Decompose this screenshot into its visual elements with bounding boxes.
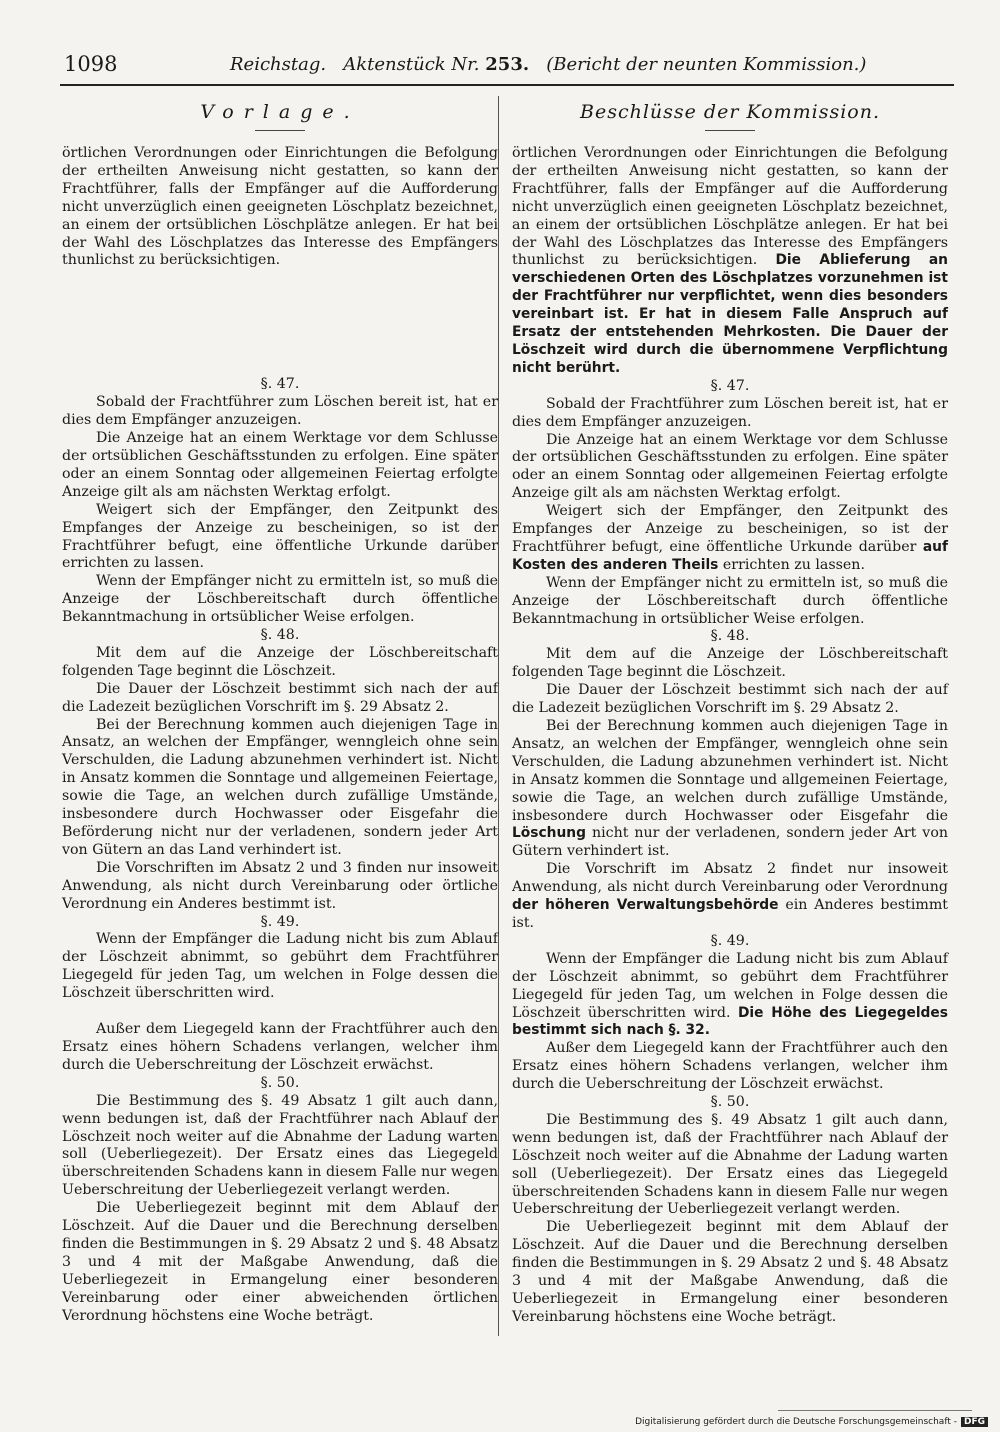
right-s48-p1: Mit dem auf die Anzeige der Löschbereitschaft folgenden Tage beginnt die Löschzeit.: [512, 646, 948, 681]
header-report: (Bericht der neunten Kommission.): [546, 54, 867, 75]
footer-rule: [778, 1410, 972, 1411]
right-section-48: §. 48.: [710, 628, 750, 645]
left-s48-p4: Die Vorschriften im Absatz 2 und 3 finden nur insoweit Anwendung, als nicht durch Vereinbarung oder örtliche Verordnung ein Anderes bestimmt ist.: [62, 859, 498, 912]
right-s47-p4: Wenn der Empfänger nicht zu ermitteln ist, so muß die Anzeige der Löschbereitschaft durch öffentliche Bekanntmachung in ortsüblicher Weise erfolgen.: [512, 574, 948, 627]
left-s47-p2: Die Anzeige hat an einem Werktage vor dem Schlusse der ortsüblichen Geschäftsstunden zu erfolgen. Eine später oder an einem Sonntag oder allgemeinen Feiertag erfolgte Anzeige gilt als am nächsten Werktag erfolgt.: [62, 430, 498, 500]
page-number: 1098: [64, 52, 118, 76]
left-s48-p3: Bei der Berechnung kommen auch diejenigen Tage in Ansatz, an welchen der Empfänger, wenngleich ohne sein Verschulden, die Ladung abzunehmen verhindert ist. Nicht in Ansatz kommen die Sonntage und allgemeinen Feiertage, sowie die Tage, an welchen durch zufällige Umstände, insbesondere durch Hochwasser oder Eisgefahr die Beförderung nicht nur der verladenen, sondern jeder Art von Gütern an das Land verhindert ist.: [62, 716, 498, 858]
right-s48-p4-text: Die Vorschrift im Absatz 2 findet nur insoweit Anwendung, als nicht durch Vereinbarung oder Verordnung: [512, 861, 948, 896]
right-s47-p3: [512, 503, 948, 575]
right-s50-p2: Die Ueberliegezeit beginnt mit dem Ablauf der Löschzeit. Auf die Dauer und die Berechnung derselben finden die Bestimmungen in §. 29 Absatz 2 und §. 48 Absatz 3 und 4 mit der Maßgabe Anwendung, daß die Ueberliegezeit in Ermangelung einer besonderen Vereinbarung höchstens eine Woche beträgt.: [512, 1219, 948, 1325]
header-doc-number: 253.: [485, 54, 530, 75]
right-s48-p4-amendment: der höheren Verwaltungsbehörde: [512, 897, 779, 914]
right-s49-p1-text: Wenn der Empfänger die Ladung nicht bis zum Ablauf der Löschzeit abnimmt, so gebührt dem Frachtführer Liegegeld für jeden Tag, um welchen in Folge dessen die Löschzeit überschritten wird.: [512, 950, 948, 1021]
left-s47-p1: Sobald der Frachtführer zum Löschen bereit ist, hat er dies dem Empfänger anzuzeigen.: [62, 394, 498, 429]
right-section-50: §. 50.: [710, 1094, 750, 1111]
left-s50-p1: Die Bestimmung des §. 49 Absatz 1 gilt auch dann, wenn bedungen ist, daß der Frachtführer nach Ablauf der Löschzeit noch weiter auf die Abnahme der Ladung warten soll (Ueberliegezeit). Der Ersatz eines das Liegegeld überschreitenden Schadens kann in diesem Falle nur wegen Ueberschreitung der Ueberliegezeit verlangt werden.: [62, 1092, 498, 1199]
right-s48-p2: Die Dauer der Löschzeit bestimmt sich nach der auf die Ladezeit bezüglichen Vorschrift im §. 29 Absatz 2.: [512, 682, 948, 717]
left-section-50: §. 50.: [260, 1074, 300, 1091]
running-title: [230, 54, 950, 75]
left-spacer: [62, 270, 498, 376]
right-section-47: §. 47.: [710, 377, 750, 394]
right-s49-p1-amendment: Die Höhe des Liegegeldes bestimmt sich nach §. 32.: [512, 1004, 949, 1039]
header-institution: Reichstag.: [230, 54, 327, 75]
left-section-48: §. 48.: [260, 627, 300, 644]
right-column: [512, 98, 948, 1327]
left-column-title: Vorlage.: [200, 101, 360, 123]
left-s50-p2: Die Ueberliegezeit beginnt mit dem Ablauf der Löschzeit. Auf die Dauer und die Berechnung derselben finden die Bestimmungen in §. 29 Absatz 2 und §. 48 Absatz 3 und 4 mit der Maßgabe Anwendung, daß die Ueberliegezeit in Ermangelung einer besonderen Vereinbarung oder einer abweichenden örtlichen Verordnung höchstens eine Woche beträgt.: [62, 1200, 498, 1324]
left-s47-p3: Weigert sich der Empfänger, den Zeitpunkt des Empfanges der Anzeige zu bescheinigen, so ist der Frachtführer befugt, eine öffentliche Urkunde darüber errichten zu lassen.: [62, 501, 498, 572]
right-s49-p1: [512, 951, 948, 1041]
left-intro: örtlichen Verordnungen oder Einrichtungen die Befolgung der ertheilten Anweisung nicht gestatten, so kann der Frachtführer, falls der Empfänger auf die Aufforderung nicht unverzüglich einen geeigneten Löschplatz bezeichnet, an einem der ortsüblichen Löschplätze anlegen. Er hat bei der Wahl des Löschplatzes das Interesse des Empfängers thunlichst zu berücksichtigen.: [62, 145, 498, 269]
right-intro: [512, 145, 948, 378]
left-s47-p4: Wenn der Empfänger nicht zu ermitteln ist, so muß die Anzeige der Löschbereitschaft durch öffentliche Bekanntmachung in ortsüblicher Weise erfolgen.: [62, 573, 498, 626]
right-s48-p4-end: ein Anderes bestimmt ist.: [512, 897, 948, 931]
left-section-49: §. 49.: [260, 913, 300, 930]
left-title-rule: [255, 130, 305, 131]
footer-text: Digitalisierung gefördert durch die Deutsche Forschungsgemeinschaft: [635, 1417, 951, 1427]
right-intro-text: örtlichen Verordnungen oder Einrichtungen die Befolgung der ertheilten Anweisung nicht gestatten, so kann der Frachtführer, falls der Empfänger auf die Aufforderung nicht unverzüglich einen geeigneten Löschplatz bezeichnet, an einem der ortsüblichen Löschplätze anlegen. Er hat bei der Wahl des Löschplatzes das Interesse des Empfängers thunlichst zu berücksichtigen.: [512, 145, 948, 269]
right-s47-p2: Die Anzeige hat an einem Werktage vor dem Schlusse der ortsüblichen Geschäftsstunden zu erfolgen. Eine später oder an einem Sonntag oder allgemeinen Feiertag erfolgte Anzeige gilt als am nächsten Werktag erfolgt.: [512, 431, 948, 502]
dfg-logo: DFG: [961, 1417, 988, 1427]
right-s47-p1: Sobald der Frachtführer zum Löschen bereit ist, hat er dies dem Empfänger anzuzeigen.: [512, 395, 948, 430]
right-section-49: §. 49.: [710, 932, 750, 949]
left-s49-p1: Wenn der Empfänger die Ladung nicht bis zum Ablauf der Löschzeit abnimmt, so gebührt dem Frachtführer Liegegeld für jeden Tag, um welchen in Folge dessen die Löschzeit überschritten wird.: [62, 931, 498, 1002]
right-s50-p1: Die Bestimmung des §. 49 Absatz 1 gilt auch dann, wenn bedungen ist, daß der Frachtführer nach Ablauf der Löschzeit noch weiter auf die Abnahme der Ladung warten soll (Ueberliegezeit). Der Ersatz eines das Liegegeld überschreitenden Schadens kann in diesem Falle nur wegen Ueberschreitung der Ueberliegezeit verlangt werden.: [512, 1111, 948, 1218]
right-intro-amendment: Die Ablieferung an verschiedenen Orten des Löschplatzes vorzunehmen ist der Frachtführer nur verpflichtet, wenn dies besonders vereinbart ist. Er hat in diesem Falle Anspruch auf Ersatz der entstehenden Mehrkosten. Die Dauer der Löschzeit wird durch die übernommene Verpflichtung nicht berührt.: [512, 252, 948, 376]
right-title-rule: [705, 130, 755, 131]
right-s48-p3-text: Bei der Berechnung kommen auch diejenigen Tage in Ansatz, an welchen der Empfänger, wenngleich ohne sein Verschulden, die Ladung abzunehmen verhindert ist. Nicht in Ansatz kommen die Sonntage und allgemeinen Feiertage, sowie die Tage, an welchen durch zufällige Umstände, insbesondere durch Hochwasser oder Eisgefahr die: [512, 718, 948, 824]
right-s48-p3-end: nicht nur der verladenen, sondern jeder Art von Gütern verhindert ist.: [512, 825, 949, 860]
left-section-47: §. 47.: [260, 376, 300, 393]
page-header: [64, 46, 944, 78]
header-rule: [60, 84, 954, 86]
right-s47-p3-end: errichten zu lassen.: [722, 556, 865, 573]
right-s49-p2: Außer dem Liegegeld kann der Frachtführer auch den Ersatz eines höhern Schadens verlangen, welcher ihm durch die Ueberschreitung der Löschzeit erwächst.: [512, 1040, 948, 1093]
header-document: Aktenstück Nr.: [343, 54, 480, 75]
left-spacer-2: [62, 1003, 498, 1021]
right-s47-p3-amendment: auf Kosten des anderen Theils: [512, 538, 949, 573]
digitization-credit: Digitalisierung gefördert durch die Deutsche Forschungsgemeinschaft - DFG: [635, 1417, 988, 1427]
right-s48-p3: [512, 718, 948, 861]
right-s48-p4: [512, 861, 948, 933]
column-divider: [498, 96, 499, 1336]
left-s48-p1: Mit dem auf die Anzeige der Löschbereitschaft folgenden Tage beginnt die Löschzeit.: [62, 644, 498, 679]
right-s48-p3-amendment: Löschung: [512, 825, 587, 842]
left-s49-p2: Außer dem Liegegeld kann der Frachtführer auch den Ersatz eines höhern Schadens verlangen, welcher ihm durch die Ueberschreitung der Löschzeit erwächst.: [62, 1021, 498, 1073]
right-s47-p3-text: Weigert sich der Empfänger, den Zeitpunkt des Empfanges der Anzeige zu bescheinigen, so ist der Frachtführer befugt, eine öffentliche Urkunde darüber: [512, 503, 948, 555]
left-column: [62, 98, 498, 1325]
right-column-title: Beschlüsse der Kommission.: [580, 101, 880, 123]
left-s48-p2: Die Dauer der Löschzeit bestimmt sich nach der auf die Ladezeit bezüglichen Vorschrift im §. 29 Absatz 2.: [62, 680, 498, 715]
